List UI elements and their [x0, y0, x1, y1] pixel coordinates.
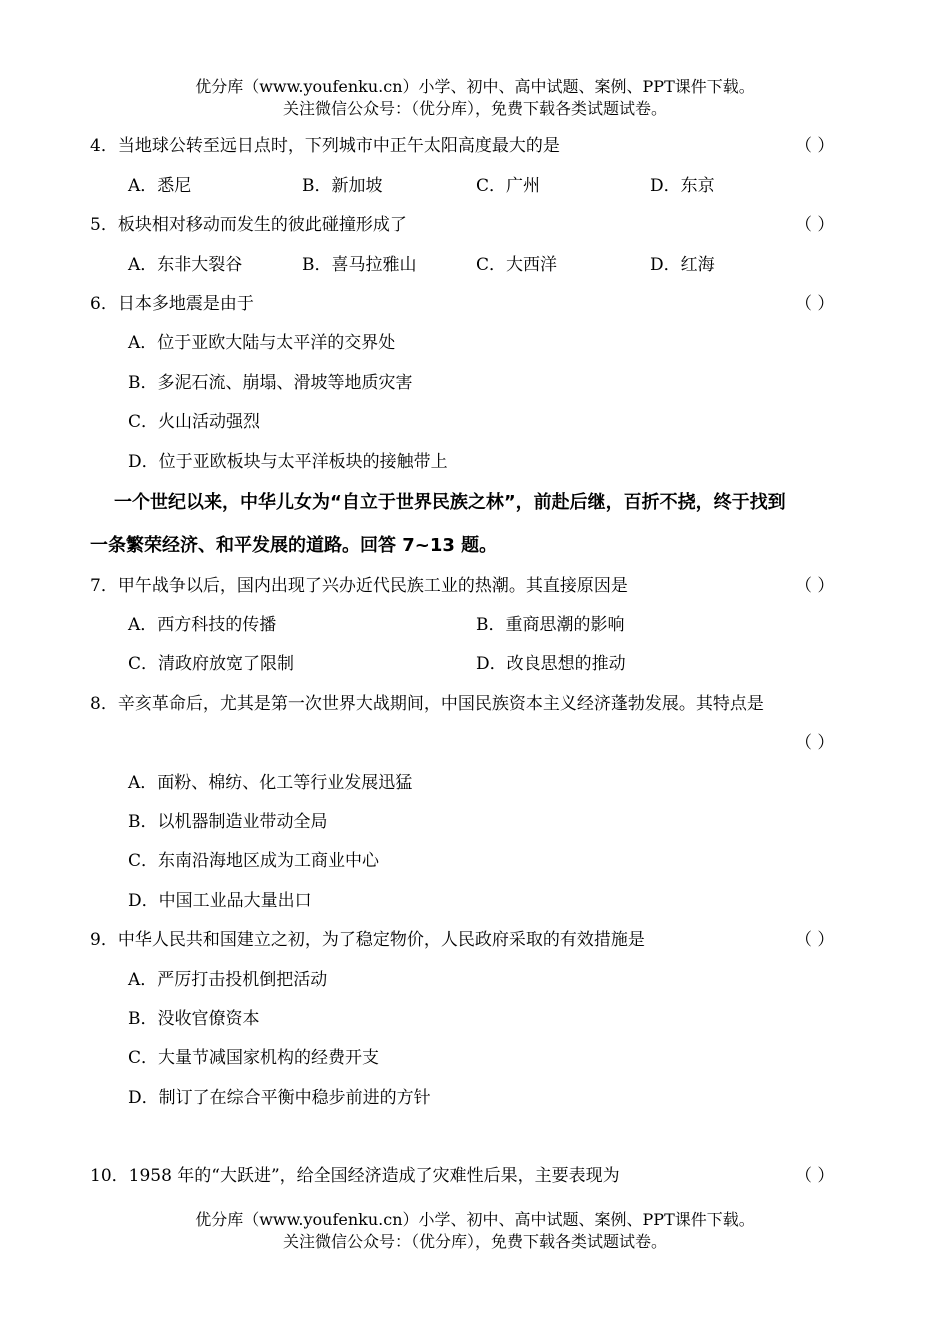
question-10-stem: 10．1958 年的“大跃进”，给全国经济造成了灾难性后果，主要表现为 [90, 1166, 620, 1186]
header-line-1: 优分库（www.youfenku.cn）小学、初中、高中试题、案例、PPT课件下载。 [195, 77, 755, 96]
question-8-option-a: A．面粉、棉纺、化工等行业发展迅猛 [128, 773, 413, 793]
question-8-stem: 8．辛亥革命后，尤其是第一次世界大战期间，中国民族资本主义经济蓬勃发展。其特点是 [90, 694, 764, 714]
question-7-option-a: A．西方科技的传播 [128, 615, 277, 635]
footer-line-1: 优分库（www.youfenku.cn）小学、初中、高中试题、案例、PPT课件下载。 [195, 1210, 755, 1229]
question-4-stem: 4．当地球公转至远日点时，下列城市中正午太阳高度最大的是 [90, 136, 560, 156]
question-5-option-c: C．大西洋 [476, 255, 558, 275]
question-4-option-b: B．新加坡 [302, 176, 383, 196]
question-5-stem: 5．板块相对移动而发生的彼此碰撞形成了 [90, 215, 407, 235]
question-8-option-b: B．以机器制造业带动全局 [128, 812, 328, 832]
passage-line-1: 一个世纪以来，中华儿女为“自立于世界民族之林”，前赴后继，百折不挠，终于找到 [114, 492, 786, 513]
question-4-option-c: C．广州 [476, 176, 541, 196]
question-6-answer-blank: （ ） [795, 294, 835, 314]
question-9-stem: 9．中华人民共和国建立之初，为了稳定物价，人民政府采取的有效措施是 [90, 930, 645, 950]
question-8-answer-blank: （ ） [795, 733, 835, 753]
question-8-option-d: D．中国工业品大量出口 [128, 891, 312, 911]
question-10-answer-blank: （ ） [795, 1166, 835, 1186]
question-9-option-c: C．大量节减国家机构的经费开支 [128, 1048, 380, 1068]
question-7-option-c: C．清政府放宽了限制 [128, 654, 295, 674]
question-9-option-b: B．没收官僚资本 [128, 1009, 260, 1029]
question-6-option-a: A．位于亚欧大陆与太平洋的交界处 [128, 333, 396, 353]
question-4-option-a: A．悉尼 [128, 176, 192, 196]
question-5-option-a: A．东非大裂谷 [128, 255, 243, 275]
question-8-option-c: C．东南沿海地区成为工商业中心 [128, 851, 380, 871]
question-7-stem: 7．甲午战争以后，国内出现了兴办近代民族工业的热潮。其直接原因是 [90, 576, 628, 596]
question-6-option-d: D．位于亚欧板块与太平洋板块的接触带上 [128, 452, 448, 472]
question-5-option-d: D．红海 [650, 255, 715, 275]
question-9-answer-blank: （ ） [795, 930, 835, 950]
question-7-option-d: D．改良思想的推动 [476, 654, 626, 674]
question-4-answer-blank: （ ） [795, 136, 835, 156]
question-9-option-d: D．制订了在综合平衡中稳步前进的方针 [128, 1088, 431, 1108]
question-6-stem: 6．日本多地震是由于 [90, 294, 254, 314]
question-4-option-d: D．东京 [650, 176, 715, 196]
question-6-option-c: C．火山活动强烈 [128, 412, 261, 432]
passage-line-2: 一条繁荣经济、和平发展的道路。回答 7~13 题。 [90, 535, 498, 556]
question-7-answer-blank: （ ） [795, 576, 835, 596]
header-line-2: 关注微信公众号：（优分库），免费下载各类试题试卷。 [282, 99, 667, 118]
question-6-option-b: B．多泥石流、崩塌、滑坡等地质灾害 [128, 373, 413, 393]
question-9-option-a: A．严厉打击投机倒把活动 [128, 970, 328, 990]
question-5-answer-blank: （ ） [795, 215, 835, 235]
question-7-option-b: B．重商思潮的影响 [476, 615, 625, 635]
question-5-option-b: B．喜马拉雅山 [302, 255, 417, 275]
footer-line-2: 关注微信公众号：（优分库），免费下载各类试题试卷。 [282, 1232, 667, 1251]
